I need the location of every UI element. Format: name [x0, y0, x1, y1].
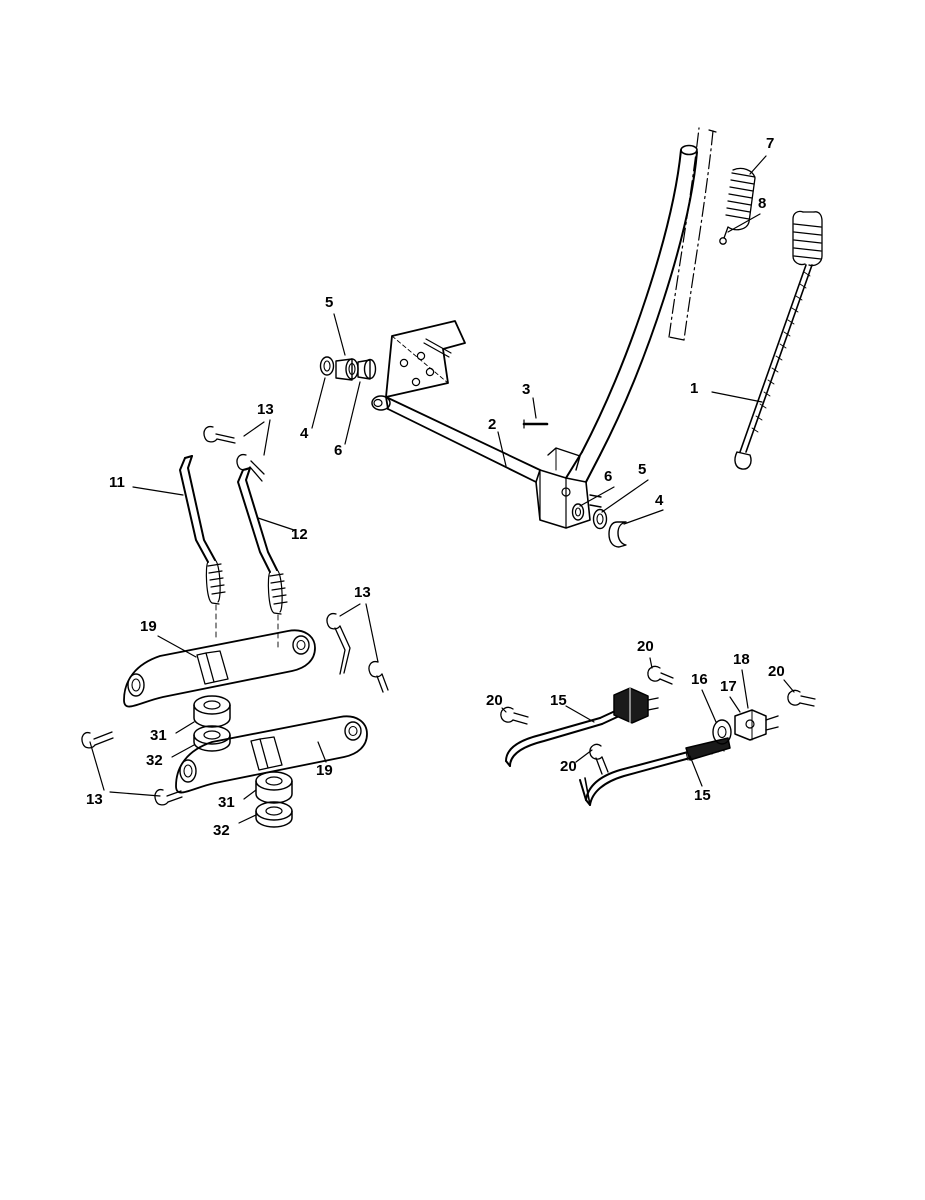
- callout-label: 6: [604, 468, 613, 485]
- callout-label: 16: [691, 671, 708, 688]
- callout-label: 31: [218, 794, 235, 811]
- callout-label: 7: [766, 135, 775, 152]
- callout-label: 13: [354, 584, 371, 601]
- callout-label: 5: [638, 461, 647, 478]
- callout-7: [766, 136, 774, 151]
- callout-2: [488, 417, 496, 432]
- callout-label: 20: [768, 663, 785, 680]
- callout-label: 13: [257, 401, 274, 418]
- callout-label: 11: [109, 474, 125, 491]
- callout-31-lower: [218, 795, 235, 810]
- callout-13-lower-left: [86, 792, 103, 807]
- callout-label: 32: [146, 752, 163, 769]
- callout-label: 4: [300, 425, 309, 442]
- callout-label: 12: [291, 526, 308, 543]
- callout-label: 20: [637, 638, 654, 655]
- callout-8: [758, 196, 766, 211]
- callout-label: 1: [690, 380, 699, 397]
- callout-label: 18: [733, 651, 750, 668]
- callout-label: 6: [334, 442, 343, 459]
- callout-label: 15: [550, 692, 567, 709]
- callout-4-right: [655, 493, 663, 508]
- callout-19-lower: [316, 763, 333, 778]
- callout-20-right: [768, 664, 785, 679]
- callout-31-upper: [150, 728, 167, 743]
- callout-13-top: [257, 402, 274, 417]
- callout-label: 17: [720, 678, 737, 695]
- callout-17: [720, 679, 737, 694]
- callout-1: [690, 381, 698, 396]
- callout-15-upper: [550, 693, 567, 708]
- callout-11: [109, 475, 125, 490]
- callout-label: 8: [758, 195, 767, 212]
- callout-label: 20: [560, 758, 577, 775]
- callout-32-upper: [146, 753, 163, 768]
- callout-label: 13: [86, 791, 103, 808]
- callout-3: [522, 382, 530, 397]
- callout-15-lower: [694, 788, 711, 803]
- callout-20-left: [486, 693, 503, 708]
- callout-label: 3: [522, 381, 531, 398]
- callout-32-lower: [213, 823, 230, 838]
- callout-20-top: [637, 639, 654, 654]
- callout-label: 19: [140, 618, 157, 635]
- callout-label: 31: [150, 727, 167, 744]
- callout-label: 5: [325, 294, 334, 311]
- callout-label: 20: [486, 692, 503, 709]
- callout-18: [733, 652, 750, 667]
- callout-6-left: [334, 443, 342, 458]
- callout-label: 19: [316, 762, 333, 779]
- callout-19-upper: [140, 619, 157, 634]
- callout-5-right: [638, 462, 646, 477]
- callout-label: 32: [213, 822, 230, 839]
- callout-4-left: [300, 426, 308, 441]
- callout-20-bottom: [560, 759, 577, 774]
- callout-label: 15: [694, 787, 711, 804]
- callout-label: 4: [655, 492, 664, 509]
- callout-label: 2: [488, 416, 497, 433]
- callout-13-mid: [354, 585, 371, 600]
- callout-5-left: [325, 295, 333, 310]
- callout-6-right: [604, 469, 612, 484]
- callout-12: [291, 527, 308, 542]
- callout-16: [691, 672, 708, 687]
